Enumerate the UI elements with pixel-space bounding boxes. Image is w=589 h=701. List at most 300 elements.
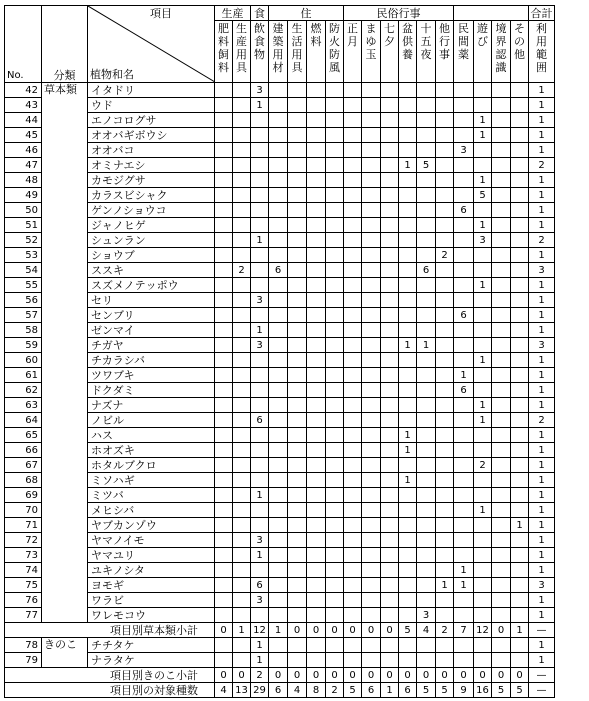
- table-row: [5, 638, 555, 653]
- value-cell: [362, 188, 381, 203]
- row-number: 63: [5, 398, 42, 413]
- value-cell: [215, 533, 233, 548]
- value-cell: 2: [436, 248, 454, 263]
- plant-name: ゼンマイ: [88, 323, 215, 338]
- value-cell: [417, 188, 436, 203]
- plant-name: オオバギボウシ: [88, 128, 215, 143]
- value-cell: [511, 548, 529, 563]
- value-cell: [362, 293, 381, 308]
- value-cell: [326, 248, 344, 263]
- value-cell: [288, 248, 307, 263]
- value-cell: 1: [529, 593, 555, 608]
- value-cell: [399, 533, 417, 548]
- table-row: [5, 218, 555, 233]
- value-cell: 1: [474, 218, 492, 233]
- row-number: 51: [5, 218, 42, 233]
- value-cell: 1: [251, 548, 269, 563]
- value-cell: [251, 368, 269, 383]
- value-cell: [399, 293, 417, 308]
- value-cell: [492, 608, 511, 623]
- value-cell: [474, 98, 492, 113]
- table-row: [5, 593, 555, 608]
- value-cell: [454, 323, 474, 338]
- value-cell: [344, 638, 362, 653]
- value-cell: 0: [474, 668, 492, 683]
- value-cell: [492, 458, 511, 473]
- value-cell: [362, 128, 381, 143]
- column-header: [436, 21, 454, 83]
- table-row: [5, 113, 555, 128]
- value-cell: [288, 218, 307, 233]
- value-cell: [399, 608, 417, 623]
- plant-name: ノビル: [88, 413, 215, 428]
- value-cell: [251, 503, 269, 518]
- value-cell: [417, 578, 436, 593]
- value-cell: [454, 263, 474, 278]
- value-cell: [511, 443, 529, 458]
- value-cell: [511, 233, 529, 248]
- value-cell: 1: [474, 128, 492, 143]
- value-cell: 5: [474, 188, 492, 203]
- value-cell: [233, 323, 251, 338]
- value-cell: [251, 353, 269, 368]
- value-cell: [269, 443, 288, 458]
- value-cell: [269, 413, 288, 428]
- value-cell: 1: [529, 428, 555, 443]
- value-cell: [288, 263, 307, 278]
- plant-name: ウド: [88, 98, 215, 113]
- value-cell: [492, 383, 511, 398]
- row-number: 58: [5, 323, 42, 338]
- value-cell: [436, 218, 454, 233]
- value-cell: [417, 548, 436, 563]
- value-cell: [436, 428, 454, 443]
- value-cell: [417, 278, 436, 293]
- value-cell: [381, 563, 399, 578]
- value-cell: [215, 353, 233, 368]
- value-cell: [381, 413, 399, 428]
- value-cell: 1: [511, 518, 529, 533]
- column-header: [417, 21, 436, 83]
- value-cell: 1: [529, 503, 555, 518]
- value-cell: [307, 353, 326, 368]
- value-cell: [417, 308, 436, 323]
- value-cell: [511, 173, 529, 188]
- value-cell: [307, 188, 326, 203]
- value-cell: [288, 158, 307, 173]
- value-cell: [251, 473, 269, 488]
- value-cell: [288, 488, 307, 503]
- value-cell: [326, 293, 344, 308]
- value-cell: [399, 638, 417, 653]
- value-cell: [417, 473, 436, 488]
- value-cell: [233, 428, 251, 443]
- value-cell: 1: [251, 638, 269, 653]
- value-cell: [474, 383, 492, 398]
- value-cell: [307, 143, 326, 158]
- value-cell: [215, 338, 233, 353]
- row-number: 57: [5, 308, 42, 323]
- table-row: [5, 368, 555, 383]
- value-cell: [417, 443, 436, 458]
- value-cell: [399, 368, 417, 383]
- value-cell: [233, 83, 251, 98]
- value-cell: [454, 473, 474, 488]
- header-group-row: [5, 6, 555, 21]
- row-number: 73: [5, 548, 42, 563]
- value-cell: [417, 98, 436, 113]
- value-cell: 1: [474, 113, 492, 128]
- value-cell: 1: [529, 278, 555, 293]
- total-row-label: 項目別の対象種数: [5, 683, 215, 698]
- table-row: [5, 518, 555, 533]
- value-cell: [399, 218, 417, 233]
- column-header-label: 他行事: [439, 22, 450, 61]
- value-cell: [269, 473, 288, 488]
- value-cell: [344, 488, 362, 503]
- value-cell: [511, 608, 529, 623]
- value-cell: [326, 368, 344, 383]
- value-cell: [269, 188, 288, 203]
- plant-name: カラスビシャク: [88, 188, 215, 203]
- value-cell: [251, 518, 269, 533]
- value-cell: [381, 353, 399, 368]
- value-cell: 0: [269, 668, 288, 683]
- row-number: 74: [5, 563, 42, 578]
- value-cell: [344, 293, 362, 308]
- value-cell: [381, 638, 399, 653]
- value-cell: [417, 218, 436, 233]
- value-cell: [362, 653, 381, 668]
- value-cell: [436, 368, 454, 383]
- value-cell: [215, 158, 233, 173]
- value-cell: [288, 563, 307, 578]
- table-row: [5, 428, 555, 443]
- value-cell: [417, 248, 436, 263]
- value-cell: [381, 443, 399, 458]
- value-cell: 5: [511, 683, 529, 698]
- column-header: [362, 21, 381, 83]
- value-cell: [381, 533, 399, 548]
- value-cell: [215, 653, 233, 668]
- value-cell: [417, 518, 436, 533]
- value-cell: 0: [381, 668, 399, 683]
- value-cell: [215, 203, 233, 218]
- value-cell: [381, 383, 399, 398]
- column-header: [344, 21, 362, 83]
- table-row: [5, 383, 555, 398]
- value-cell: [251, 158, 269, 173]
- value-cell: [417, 383, 436, 398]
- value-cell: 6: [399, 683, 417, 698]
- value-cell: [288, 143, 307, 158]
- value-cell: [233, 113, 251, 128]
- value-cell: [381, 113, 399, 128]
- value-cell: [344, 413, 362, 428]
- value-cell: [362, 263, 381, 278]
- value-cell: [381, 593, 399, 608]
- value-cell: 1: [399, 338, 417, 353]
- value-cell: [511, 338, 529, 353]
- value-cell: [288, 458, 307, 473]
- value-cell: [233, 353, 251, 368]
- value-cell: [326, 188, 344, 203]
- value-cell: [307, 158, 326, 173]
- value-cell: [326, 83, 344, 98]
- value-cell: [269, 158, 288, 173]
- value-cell: [326, 278, 344, 293]
- value-cell: 1: [529, 143, 555, 158]
- value-cell: [326, 458, 344, 473]
- row-number: 70: [5, 503, 42, 518]
- value-cell: [417, 563, 436, 578]
- plant-name: ヤブカンゾウ: [88, 518, 215, 533]
- value-cell: 6: [251, 413, 269, 428]
- value-cell: [326, 413, 344, 428]
- value-cell: [399, 593, 417, 608]
- column-header-label: 生産用具: [236, 22, 247, 74]
- value-cell: 2: [474, 458, 492, 473]
- value-cell: [436, 83, 454, 98]
- table-row: [5, 413, 555, 428]
- value-cell: 0: [233, 668, 251, 683]
- value-cell: [269, 203, 288, 218]
- value-cell: [381, 218, 399, 233]
- value-cell: [417, 143, 436, 158]
- value-cell: [326, 158, 344, 173]
- value-cell: [381, 83, 399, 98]
- value-cell: [233, 488, 251, 503]
- row-number: 50: [5, 203, 42, 218]
- value-cell: [269, 563, 288, 578]
- value-cell: [362, 593, 381, 608]
- value-cell: [436, 98, 454, 113]
- value-cell: [233, 518, 251, 533]
- table-row: [5, 293, 555, 308]
- value-cell: [344, 188, 362, 203]
- value-cell: [474, 638, 492, 653]
- value-cell: [344, 113, 362, 128]
- value-cell: [288, 98, 307, 113]
- value-cell: [436, 233, 454, 248]
- value-cell: [326, 173, 344, 188]
- value-cell: [454, 293, 474, 308]
- value-cell: [436, 563, 454, 578]
- value-cell: [344, 128, 362, 143]
- value-cell: 1: [529, 323, 555, 338]
- value-cell: [233, 533, 251, 548]
- value-cell: [436, 353, 454, 368]
- column-header-label: 燃料: [310, 22, 322, 48]
- value-cell: [233, 158, 251, 173]
- value-cell: [326, 548, 344, 563]
- table-row: [5, 473, 555, 488]
- plant-name: オミナエシ: [88, 158, 215, 173]
- value-cell: 12: [474, 623, 492, 638]
- value-cell: [381, 203, 399, 218]
- value-cell: [362, 428, 381, 443]
- value-cell: [215, 413, 233, 428]
- value-cell: 5: [417, 158, 436, 173]
- value-cell: [251, 383, 269, 398]
- value-cell: 2: [436, 623, 454, 638]
- value-cell: [326, 638, 344, 653]
- value-cell: [399, 563, 417, 578]
- value-cell: [511, 428, 529, 443]
- value-cell: [436, 383, 454, 398]
- value-cell: [215, 428, 233, 443]
- value-cell: [288, 533, 307, 548]
- value-cell: [417, 653, 436, 668]
- value-cell: 1: [529, 608, 555, 623]
- value-cell: [492, 203, 511, 218]
- row-number: 45: [5, 128, 42, 143]
- value-cell: 6: [251, 578, 269, 593]
- value-cell: 1: [529, 383, 555, 398]
- value-cell: [326, 128, 344, 143]
- value-cell: 0: [492, 623, 511, 638]
- value-cell: [381, 98, 399, 113]
- value-cell: 0: [307, 668, 326, 683]
- plant-usage-table: [4, 5, 555, 698]
- value-cell: [454, 548, 474, 563]
- value-cell: [454, 173, 474, 188]
- group-header: 合計: [530, 6, 553, 20]
- value-cell: 2: [529, 413, 555, 428]
- value-cell: 1: [529, 638, 555, 653]
- value-cell: [269, 578, 288, 593]
- value-cell: [474, 308, 492, 323]
- value-cell: [511, 323, 529, 338]
- value-cell: [454, 428, 474, 443]
- value-cell: 5: [436, 683, 454, 698]
- row-number: 78: [5, 638, 42, 653]
- value-cell: [344, 83, 362, 98]
- value-cell: [269, 83, 288, 98]
- column-header: [307, 21, 326, 83]
- value-cell: [436, 113, 454, 128]
- value-cell: [511, 308, 529, 323]
- value-cell: [251, 443, 269, 458]
- value-cell: [474, 83, 492, 98]
- value-cell: 0: [344, 623, 362, 638]
- value-cell: [511, 143, 529, 158]
- value-cell: [344, 323, 362, 338]
- value-cell: [492, 143, 511, 158]
- value-cell: [362, 488, 381, 503]
- value-cell: [492, 113, 511, 128]
- value-cell: [474, 203, 492, 218]
- plant-name: カモジグサ: [88, 173, 215, 188]
- value-cell: [381, 503, 399, 518]
- value-cell: [233, 413, 251, 428]
- plant-name: シュンラン: [88, 233, 215, 248]
- table-row: [5, 263, 555, 278]
- value-cell: [326, 263, 344, 278]
- value-cell: 1: [399, 428, 417, 443]
- value-cell: [492, 353, 511, 368]
- value-cell: [492, 278, 511, 293]
- value-cell: 0: [326, 623, 344, 638]
- value-cell: [362, 608, 381, 623]
- value-cell: [233, 653, 251, 668]
- value-cell: [436, 158, 454, 173]
- value-cell: [269, 143, 288, 158]
- value-cell: 1: [529, 173, 555, 188]
- row-number: 61: [5, 368, 42, 383]
- value-cell: [454, 458, 474, 473]
- table-row: [5, 128, 555, 143]
- value-cell: [233, 368, 251, 383]
- value-cell: 6: [454, 308, 474, 323]
- value-cell: [215, 398, 233, 413]
- value-cell: [307, 83, 326, 98]
- value-cell: [215, 263, 233, 278]
- value-cell: [417, 368, 436, 383]
- value-cell: [215, 233, 233, 248]
- value-cell: [417, 503, 436, 518]
- value-cell: [492, 293, 511, 308]
- value-cell: 4: [288, 683, 307, 698]
- value-cell: 0: [362, 623, 381, 638]
- value-cell: [288, 353, 307, 368]
- value-cell: [307, 263, 326, 278]
- value-cell: [381, 458, 399, 473]
- column-header: [251, 21, 269, 83]
- value-cell: [511, 458, 529, 473]
- value-cell: [454, 518, 474, 533]
- row-number: 53: [5, 248, 42, 263]
- value-cell: [344, 173, 362, 188]
- value-cell: [233, 473, 251, 488]
- value-cell: 4: [215, 683, 233, 698]
- group-header: 食: [251, 6, 269, 21]
- value-cell: [233, 278, 251, 293]
- value-cell: [307, 503, 326, 518]
- value-cell: [307, 563, 326, 578]
- value-cell: [511, 398, 529, 413]
- value-cell: —: [529, 668, 555, 683]
- value-cell: [344, 98, 362, 113]
- subtotal-herb-row: [5, 623, 555, 638]
- value-cell: 1: [529, 188, 555, 203]
- value-cell: [417, 293, 436, 308]
- value-cell: 29: [251, 683, 269, 698]
- value-cell: [417, 398, 436, 413]
- value-cell: [344, 473, 362, 488]
- value-cell: [307, 398, 326, 413]
- value-cell: [233, 308, 251, 323]
- value-cell: [288, 233, 307, 248]
- value-cell: [362, 218, 381, 233]
- value-cell: [492, 233, 511, 248]
- value-cell: [344, 158, 362, 173]
- value-cell: 1: [454, 563, 474, 578]
- plant-name: ジャノヒゲ: [88, 218, 215, 233]
- value-cell: 0: [454, 668, 474, 683]
- value-cell: [269, 338, 288, 353]
- group-header: [454, 6, 529, 21]
- value-cell: [454, 593, 474, 608]
- value-cell: [474, 653, 492, 668]
- column-header: [381, 21, 399, 83]
- value-cell: [511, 248, 529, 263]
- value-cell: [362, 548, 381, 563]
- value-cell: [381, 323, 399, 338]
- value-cell: 16: [474, 683, 492, 698]
- value-cell: 0: [288, 668, 307, 683]
- table-row: [5, 398, 555, 413]
